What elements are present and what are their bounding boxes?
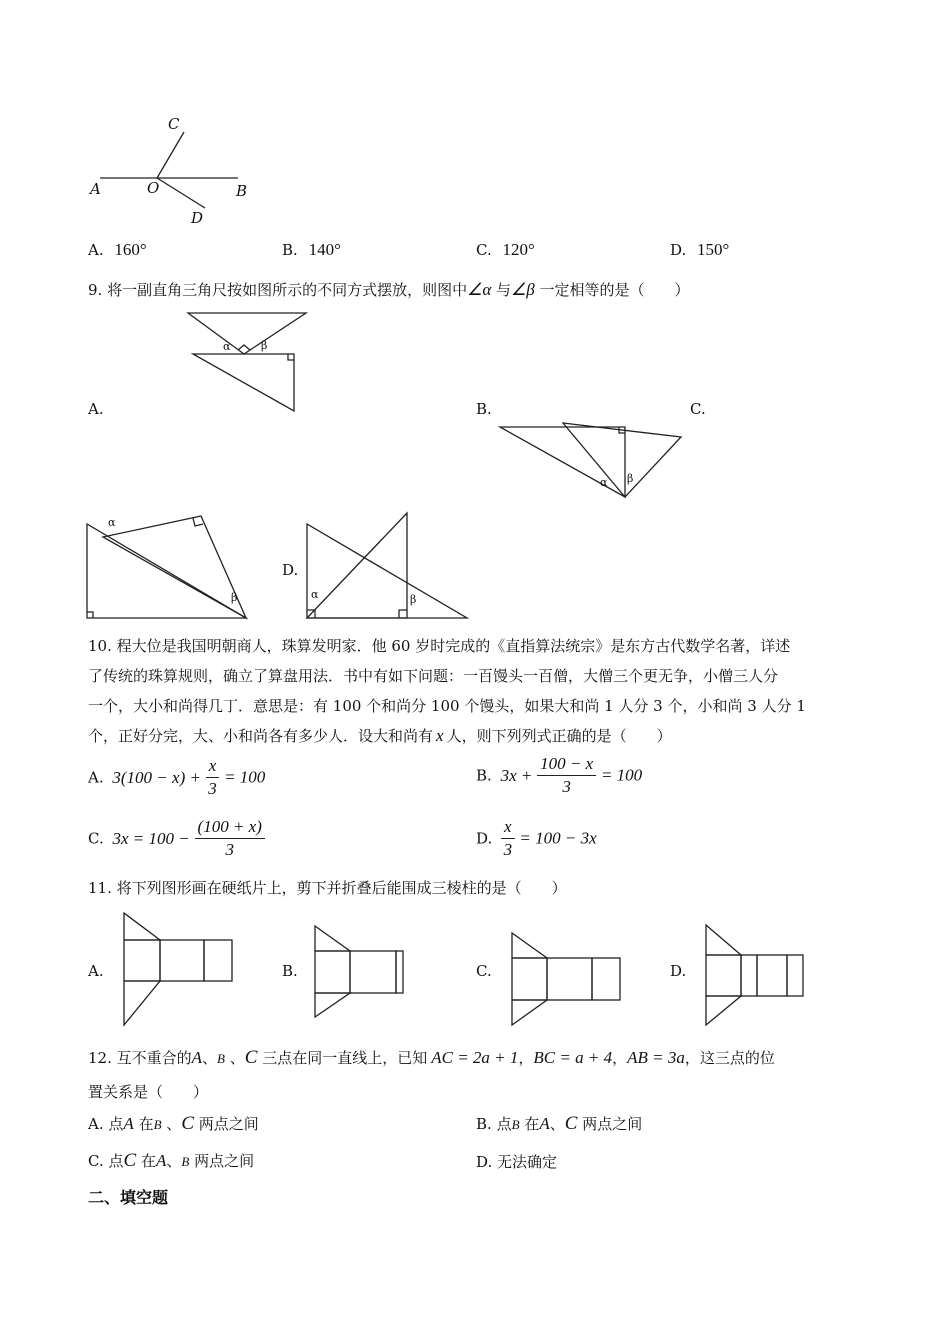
q10-line-1: 10. 程大位是我国明朝商人，珠算发明家．他 60 岁时完成的《直指算法统宗》是东方古代数学名著，详述 <box>88 637 791 655</box>
q8-label-d: D <box>191 209 204 227</box>
q12-option-b-t4: 两点之间 <box>577 1115 643 1133</box>
q10-option-c-pre: 3x = 100 − <box>112 828 190 848</box>
q12-option-a-key: A. <box>88 1115 104 1133</box>
q12-option-c-t4: 两点之间 <box>189 1152 255 1170</box>
q11-option-a-key[interactable]: A. <box>88 962 104 980</box>
q12-option-d-key: D. <box>476 1153 493 1171</box>
q10-option-a-num: x <box>206 755 220 778</box>
q10-option-c-num: (100 + x) <box>195 816 265 839</box>
q12-option-b-p1: B <box>511 1117 520 1132</box>
q9c-beta-label: β <box>231 591 238 604</box>
q9b-alpha-label: α <box>600 476 608 489</box>
q8-option-c-key: C. <box>476 241 492 259</box>
section-2-title: 二、填空题 <box>88 1188 169 1207</box>
q11-net-b <box>315 926 403 1017</box>
q12-option-a-p2: B <box>153 1117 162 1132</box>
q12-stem-line-1 <box>88 1043 775 1074</box>
q12-eq-1: AC = 2a + 1 <box>431 1048 519 1067</box>
q10-option-b-pre: 3x + <box>500 765 533 785</box>
q10-option-b-num: 100 − x <box>537 753 596 776</box>
q10-option-c-den: 3 <box>225 840 234 859</box>
q10-option-d-num: x <box>501 816 515 839</box>
q9-option-c-key[interactable]: C. <box>690 400 706 418</box>
q9a-alpha-label: α <box>223 340 231 353</box>
q12-option-b-p2: A <box>539 1114 550 1133</box>
q8-option-b-value: 140° <box>308 240 341 259</box>
q12-option-c[interactable] <box>88 1150 254 1172</box>
q12-option-b[interactable] <box>476 1113 642 1135</box>
q12-option-b-key: B. <box>476 1115 492 1133</box>
q12-comma-2: ， <box>612 1049 628 1067</box>
q8-option-a-key: A. <box>88 241 104 259</box>
q12-comma-1: ， <box>518 1049 534 1067</box>
q10-option-a-post: = 100 <box>224 767 266 787</box>
q12-option-a-t2: 在 <box>133 1115 154 1133</box>
q11-option-b-key[interactable]: B. <box>282 962 298 980</box>
q12-stem-line-2: 置关系是（ ） <box>88 1083 209 1101</box>
q9d-alpha-label: α <box>311 588 319 601</box>
q9-alpha: ∠α <box>467 280 492 299</box>
q10-option-a-den: 3 <box>208 779 217 798</box>
q12-option-a[interactable] <box>88 1113 259 1135</box>
q12-option-c-t2: 在 <box>136 1152 156 1170</box>
q12-l1-c: ，这三点的位 <box>684 1049 775 1067</box>
q12-eq-3: AB = 3a <box>627 1048 685 1067</box>
q10-option-d-post: = 100 − 3x <box>519 828 597 848</box>
q10-option-d-key: D. <box>476 829 493 848</box>
q12-option-b-t2: 在 <box>519 1115 540 1133</box>
q8-label-o: O <box>147 179 160 197</box>
q12-point-a: A <box>191 1048 203 1067</box>
q11-option-d-key[interactable]: D. <box>670 962 687 980</box>
q8-option-d-value: 150° <box>697 240 730 259</box>
q9-stem-suffix: 一定相等的是（ ） <box>534 281 690 299</box>
q8-option-a-value: 160° <box>114 240 147 259</box>
q12-sep-1: 、 <box>202 1049 218 1067</box>
q9-option-d-key[interactable]: D. <box>282 561 299 579</box>
q10-option-d-den: 3 <box>503 840 513 859</box>
q12-option-b-p3: C <box>564 1113 578 1134</box>
q8-label-b: B <box>236 182 248 200</box>
q12-point-c: C <box>244 1047 258 1068</box>
q12-option-a-p1: A <box>123 1114 134 1133</box>
q12-option-b-t1: 点 <box>496 1115 512 1133</box>
q12-option-a-t1: 点 <box>108 1115 124 1133</box>
q12-l1-b: 三点在同一直线上，已知 <box>257 1049 428 1067</box>
q11-net-d <box>706 925 803 1025</box>
q10-line-4-b: 人，则下列列式正确的是（ ） <box>446 727 672 745</box>
q12-point-b: B <box>217 1051 225 1066</box>
q12-option-c-t1: 点 <box>108 1152 124 1170</box>
q8-option-b-key: B. <box>282 241 298 259</box>
q9-stem-mid: 与 <box>491 281 512 299</box>
q12-option-a-p3: C <box>181 1113 194 1134</box>
q9b-beta-label: β <box>627 472 634 485</box>
q10-line-3: 一个，大小和尚得几丁．意思是：有 100 个和尚分 100 个馒头，如果大和尚 1 人分 3 个，小和尚 3 人分 1 <box>88 697 806 715</box>
q12-eq-2: BC = a + 4 <box>533 1048 613 1067</box>
q9-stem-prefix: 9. 将一副直角三角尺按如图所示的不同方式摆放，则图中 <box>88 281 468 299</box>
q11-stem: 11. 将下列图形画在硬纸片上，剪下并折叠后能围成三棱柱的是（ ） <box>88 879 567 897</box>
q8-option-d-key: D. <box>670 241 687 259</box>
q10-option-a-pre: 3(100 − x) + <box>112 767 201 787</box>
q9c-alpha-label: α <box>108 516 116 529</box>
q12-sep-2: 、 <box>224 1049 245 1067</box>
q10-line-2: 了传统的珠算规则，确立了算盘用法．书中有如下问题：一百馒头一百僧，大僧三个更无争，小僧三人分 <box>88 667 779 685</box>
q11-net-a <box>124 913 232 1025</box>
q8-option-c-value: 120° <box>502 240 535 259</box>
q12-option-c-key: C. <box>88 1152 104 1170</box>
q8-label-c: C <box>168 115 180 133</box>
q12-option-d[interactable] <box>476 1151 557 1172</box>
q9a-beta-label: β <box>261 339 268 352</box>
q12-option-c-p1: C <box>123 1150 137 1171</box>
q10-option-b-post: = 100 <box>600 765 643 785</box>
q12-option-a-t3: 、 <box>161 1115 182 1133</box>
q11-option-c-key[interactable]: C. <box>476 962 492 980</box>
q8-label-a: A <box>90 180 101 198</box>
q9-option-a-key[interactable]: A. <box>88 400 104 418</box>
q10-var-x: x <box>436 726 444 745</box>
q10-line-4-a: 个，正好分完，大、小和尚各有多少人．设大和尚有 <box>88 727 434 745</box>
q9-option-b-key[interactable]: B. <box>476 400 492 418</box>
q12-option-c-t3: 、 <box>166 1152 182 1170</box>
q10-option-a-key: A. <box>88 768 104 787</box>
q9-beta: ∠β <box>511 280 535 299</box>
q12-option-c-p3: B <box>181 1154 190 1169</box>
q12-option-c-p2: A <box>155 1151 167 1170</box>
q12-option-d-text: 无法确定 <box>497 1153 558 1171</box>
q11-net-c <box>512 933 620 1025</box>
q12-option-b-t3: 、 <box>549 1115 565 1133</box>
q12-l1-a: 12. 互不重合的 <box>88 1049 192 1067</box>
q10-option-c-key: C. <box>88 829 104 848</box>
q10-option-b-den: 3 <box>562 777 571 796</box>
q9d-beta-label: β <box>410 593 417 606</box>
q12-option-a-t4: 两点之间 <box>194 1115 259 1133</box>
q10-option-b-key: B. <box>476 766 492 785</box>
